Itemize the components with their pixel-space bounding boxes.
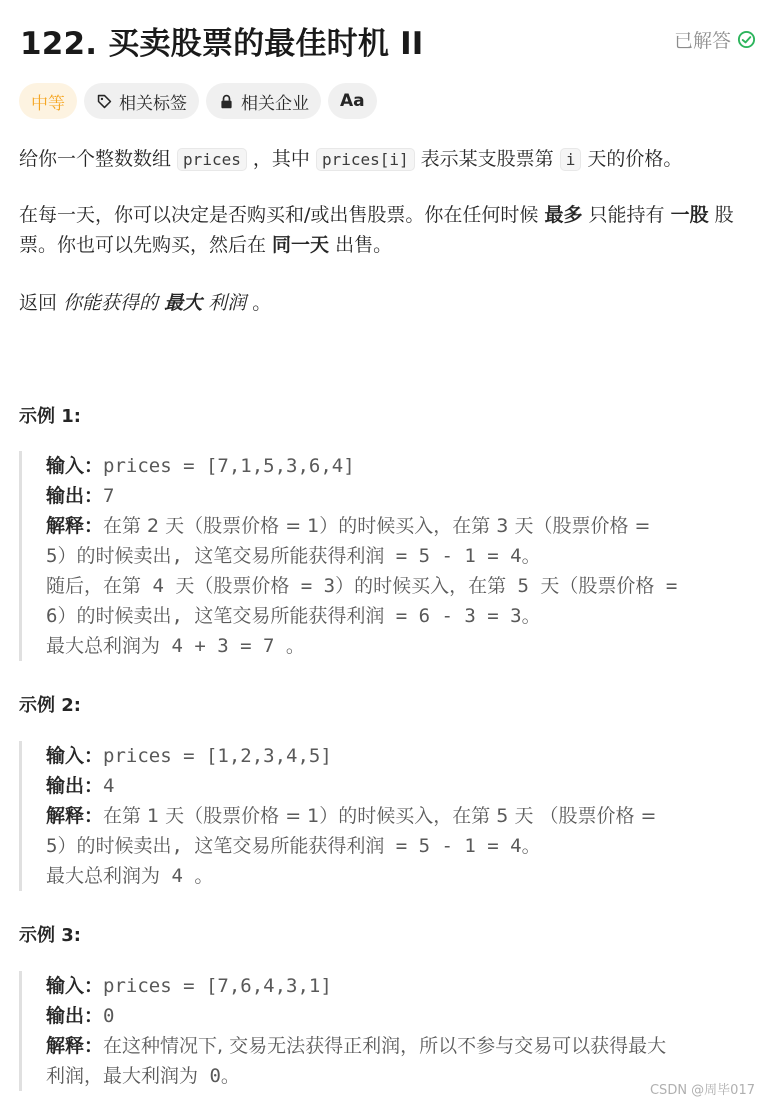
example-3-block bbox=[19, 971, 759, 1091]
solved-status bbox=[674, 26, 756, 53]
inline-code: prices bbox=[177, 148, 247, 171]
translate-icon: Aa bbox=[340, 91, 365, 111]
related-tags-label: 相关标签 bbox=[119, 93, 187, 114]
italic-text: 利润 bbox=[202, 292, 247, 314]
italic-text: 你能获得的 bbox=[63, 292, 165, 314]
solved-label: 已解答 bbox=[673, 30, 731, 52]
inline-code: i bbox=[560, 148, 582, 171]
related-companies-label: 相关企业 bbox=[241, 93, 309, 114]
tag-row bbox=[19, 83, 377, 119]
example-input: 输入：prices = [1,2,3,4,5] bbox=[46, 745, 332, 767]
description-paragraph-1 bbox=[19, 144, 749, 175]
text: 只能持有 bbox=[582, 204, 671, 226]
example-input: 输入：prices = [7,6,4,3,1] bbox=[46, 975, 332, 997]
lock-icon bbox=[218, 93, 235, 110]
example-input: 输入：prices = [7,1,5,3,6,4] bbox=[46, 455, 355, 477]
example-explanation-line: 5）的时候卖出, 这笔交易所能获得利润 = 5 - 1 = 4。 bbox=[46, 835, 541, 857]
translate-button[interactable] bbox=[328, 83, 377, 119]
tag-icon bbox=[96, 93, 113, 110]
text: 出售。 bbox=[329, 234, 393, 256]
example-explanation: 解释：在第 1 天（股票价格 = 1）的时候买入，在第 5 天 （股票价格 = bbox=[46, 805, 657, 827]
example-2-block bbox=[19, 741, 759, 891]
example-2-title: 示例 2: bbox=[19, 695, 81, 716]
example-1-title: 示例 1: bbox=[19, 406, 81, 427]
inline-code: prices[i] bbox=[316, 148, 415, 171]
example-explanation-line: 利润，最大利润为 0。 bbox=[46, 1065, 240, 1087]
example-3-title: 示例 3: bbox=[19, 925, 81, 946]
emphasis: 最多 bbox=[544, 204, 583, 226]
problem-title: 122. 买卖股票的最佳时机 II bbox=[20, 26, 424, 62]
example-explanation-line: 5）的时候卖出, 这笔交易所能获得利润 = 5 - 1 = 4。 bbox=[46, 545, 541, 567]
example-explanation-line: 最大总利润为 4 + 3 = 7 。 bbox=[46, 635, 305, 657]
related-tags-button[interactable] bbox=[84, 83, 199, 119]
difficulty-label: 中等 bbox=[31, 93, 65, 114]
related-companies-button[interactable] bbox=[206, 83, 321, 119]
check-circle-icon bbox=[737, 30, 756, 49]
text: 。 bbox=[246, 292, 272, 314]
example-1-block bbox=[19, 451, 759, 661]
text: 在每一天，你可以决定是否购买和/或出售股票。你在任何时候 bbox=[19, 204, 545, 226]
example-output: 输出：7 bbox=[46, 485, 115, 507]
difficulty-badge[interactable] bbox=[19, 83, 77, 119]
text: 给你一个整数数组 bbox=[19, 148, 178, 170]
example-explanation: 解释：在第 2 天（股票价格 = 1）的时候买入，在第 3 天（股票价格 = bbox=[46, 515, 651, 537]
text: 股票。你也可以先购买，然后在 bbox=[19, 204, 734, 256]
example-output: 输出：4 bbox=[46, 775, 115, 797]
emphasis: 一股 bbox=[670, 204, 709, 226]
watermark: CSDN @周毕017 bbox=[649, 1083, 755, 1098]
text: 返回 bbox=[19, 292, 64, 314]
example-explanation-line: 随后，在第 4 天（股票价格 = 3）的时候买入，在第 5 天（股票价格 = bbox=[46, 575, 678, 597]
text: 表示某支股票第 bbox=[414, 148, 560, 170]
example-output: 输出：0 bbox=[46, 1005, 115, 1027]
text: ，其中 bbox=[246, 148, 316, 170]
example-explanation-line: 6）的时候卖出, 这笔交易所能获得利润 = 6 - 3 = 3。 bbox=[46, 605, 541, 627]
problem-header bbox=[20, 16, 760, 64]
description-paragraph-3 bbox=[19, 288, 749, 318]
emphasis: 同一天 bbox=[272, 234, 330, 256]
text: 天的价格。 bbox=[581, 148, 683, 170]
example-explanation: 解释：在这种情况下, 交易无法获得正利润，所以不参与交易可以获得最大 bbox=[46, 1035, 667, 1057]
example-explanation-line: 最大总利润为 4 。 bbox=[46, 865, 214, 887]
emphasis: 最大 bbox=[164, 292, 203, 314]
description-paragraph-2 bbox=[19, 200, 749, 260]
